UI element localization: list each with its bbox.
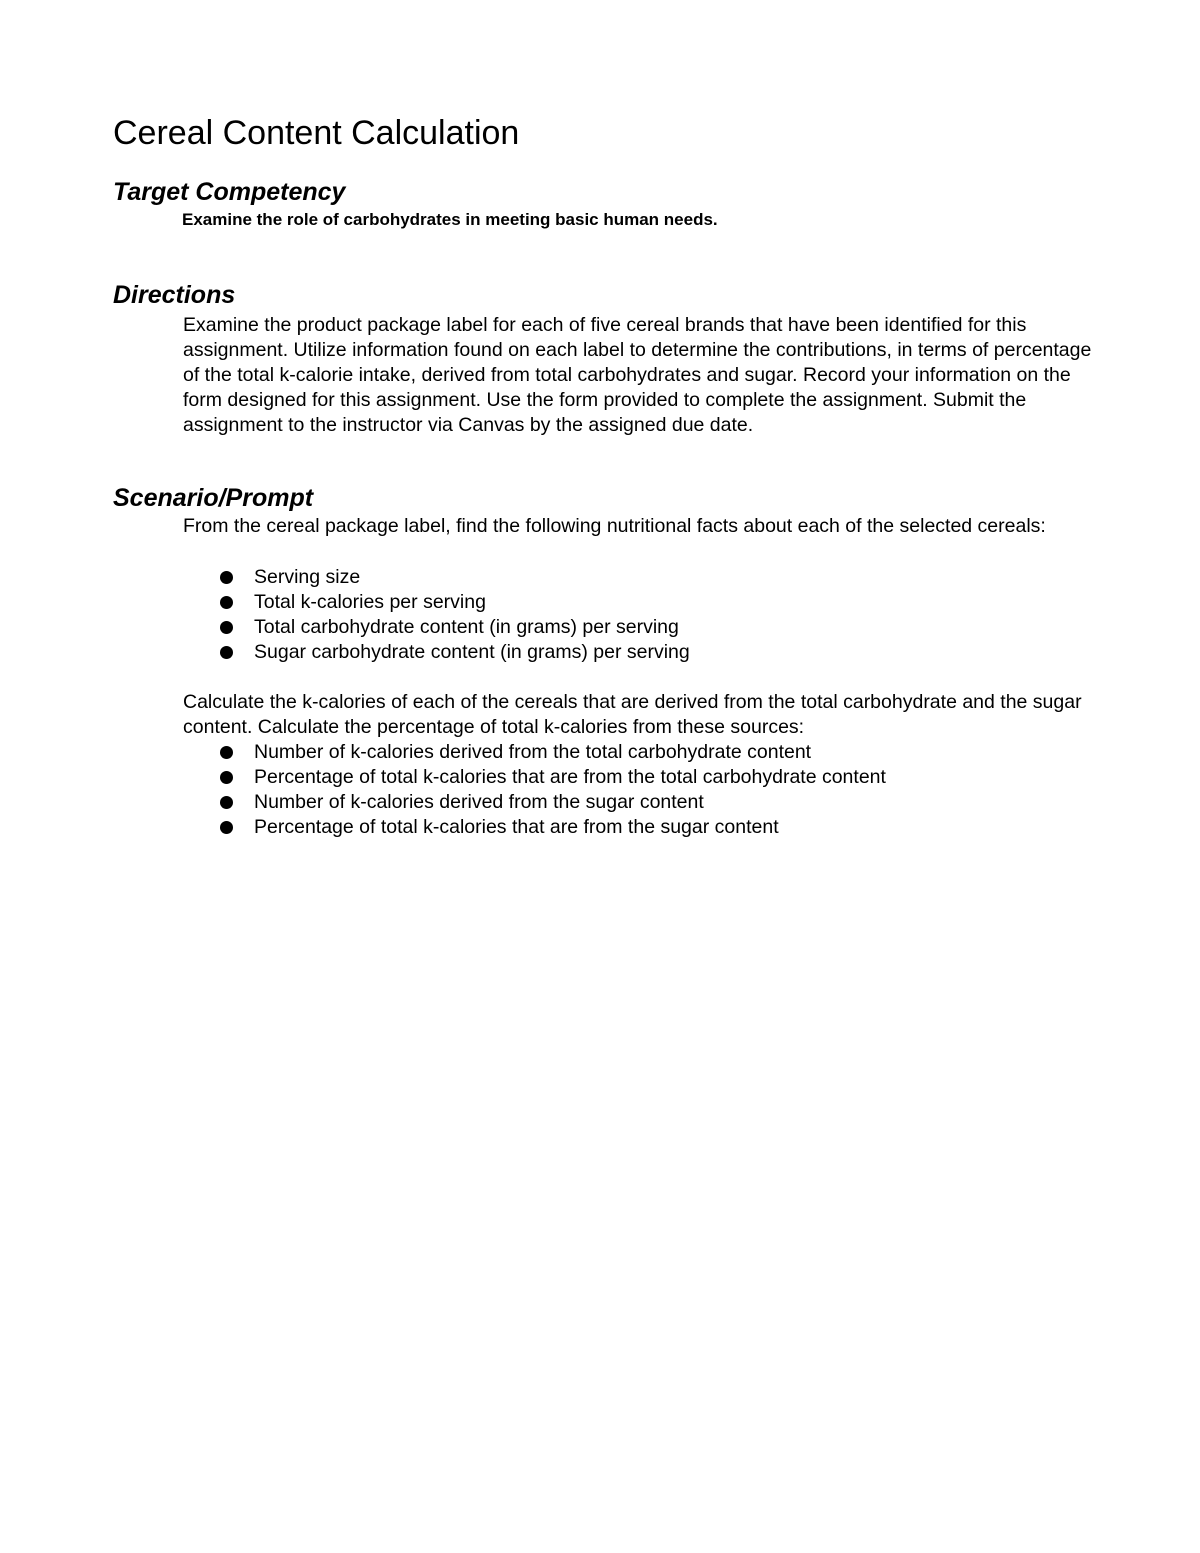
- bullet-icon: [220, 571, 233, 584]
- target-competency-text: Examine the role of carbohydrates in meeting basic human needs.: [182, 210, 718, 229]
- list-item-text: Number of k-calories derived from the total carbohydrate content: [254, 741, 812, 763]
- bullet-icon: [220, 771, 233, 784]
- bullet-icon: [220, 596, 233, 609]
- scenario-heading: Scenario/Prompt: [113, 484, 314, 512]
- list-item-text: Total k-calories per serving: [254, 591, 486, 613]
- calculation-intro-text: Calculate the k-calories of each of the cereals that are derived from the total carbohydrate and the sugar content. Calculate the percentage of total k-calories from these sources:: [183, 691, 1082, 738]
- directions-text: Examine the product package label for each of five cereal brands that have been identified for this assignment. Utilize information found on each label to determine the contributions, in terms of percentage of the total k-calorie intake, derived from total carbohydrates and sugar. Record your information on the form designed for this assignment. Use the form provided to complete the assignment. Submit the assignment to the instructor via Canvas by the assigned due date.: [183, 314, 1092, 436]
- bullet-icon: [220, 621, 233, 634]
- document-title: Cereal Content Calculation: [113, 114, 520, 152]
- list-item-text: Total carbohydrate content (in grams) per serving: [254, 616, 679, 638]
- list-item-text: Serving size: [254, 566, 361, 588]
- list-item-text: Percentage of total k-calories that are from the total carbohydrate content: [254, 766, 886, 788]
- target-competency-heading: Target Competency: [113, 178, 346, 206]
- list-item-text: Percentage of total k-calories that are from the sugar content: [254, 816, 779, 838]
- bullet-icon: [220, 796, 233, 809]
- list-item-text: Sugar carbohydrate content (in grams) per serving: [254, 641, 690, 663]
- directions-heading: Directions: [113, 281, 236, 309]
- bullet-icon: [220, 746, 233, 759]
- bullet-icon: [220, 821, 233, 834]
- list-item-text: Number of k-calories derived from the sugar content: [254, 791, 704, 813]
- scenario-intro-text: From the cereal package label, find the following nutritional facts about each of the selected cereals:: [183, 515, 1046, 537]
- bullet-icon: [220, 646, 233, 659]
